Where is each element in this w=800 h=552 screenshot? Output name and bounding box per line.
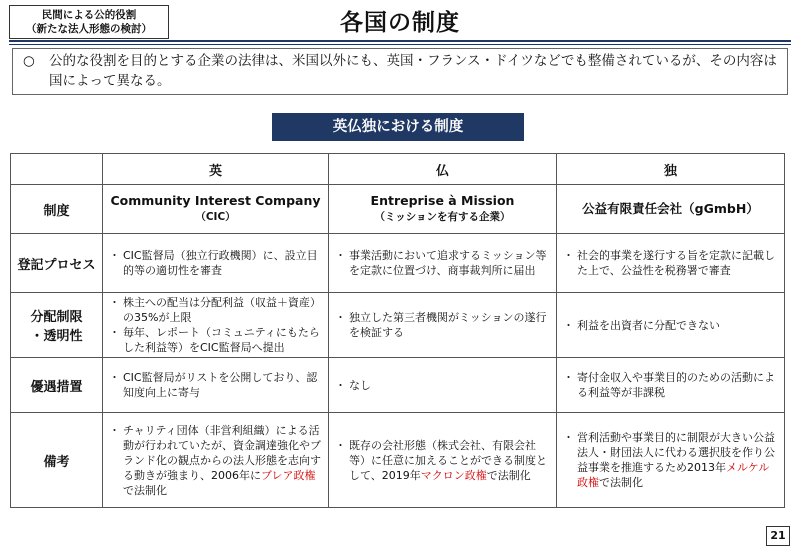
fr-system-cell	[329, 185, 557, 234]
table-row-system	[11, 185, 785, 234]
de-registration-cell	[557, 234, 785, 293]
uk-system-cell	[103, 185, 329, 234]
row-label-system: 制度	[11, 185, 103, 234]
uk-notes-text: チャリティ団体（非営利組織）による活動が行われていたが、資金調達強化やブランド化の観点からの法人形態を志向する動きが強まり、2006年に	[123, 423, 321, 482]
fr-distribution-cell	[329, 293, 557, 358]
section-tag-line1: 民間による公的役割	[41, 9, 137, 21]
row-label-distribution-2: ・透明性	[30, 329, 83, 344]
header-germany: 独	[557, 154, 785, 185]
uk-preference-item: ・ CIC監督局がリストを公開しており、認知度向上に寄与	[123, 370, 322, 400]
de-system-name: 公益有限責任会社（gGmbH）	[582, 201, 759, 216]
de-notes-tail: で法制化	[599, 476, 643, 489]
uk-notes-tail: で法制化	[123, 483, 167, 497]
de-preference-cell	[557, 358, 785, 413]
header-rule-thin	[9, 44, 791, 45]
row-label-registration: 登記プロセス	[11, 234, 103, 293]
fr-registration-item: ・ 事業活動において追求するミッション等を定款に位置づけ、商事裁判所に届出	[349, 248, 550, 278]
uk-registration-item: ・ CIC監督局（独立行政機関）に、設立目的等の適切性を審査	[123, 248, 322, 278]
fr-preference-cell	[329, 358, 557, 413]
uk-distribution-item-2: ・ 毎年、レポート（コミュニティにもたらした利益等）をCIC監督局へ提出	[123, 325, 322, 355]
fr-notes-cell	[329, 413, 557, 508]
uk-preference-cell	[103, 358, 329, 413]
fr-notes-text: 既存の会社形態（株式会社、有限会社等）に任意に加えることができる制度として、2019年	[349, 438, 547, 482]
fr-system-name: Entreprise à Mission	[370, 193, 515, 208]
uk-distribution-item-1: ・ 株主への配当は分配利益（収益＋資産）の35%が上限	[123, 295, 322, 325]
uk-system-abbr: （CIC）	[195, 211, 236, 223]
de-preference-item: ・ 寄付金収入や事業目的のための活動による利益等が非課税	[577, 370, 778, 400]
page-title: 各国の制度	[340, 10, 460, 36]
fr-system-sub: （ミッションを有する企業）	[374, 211, 511, 223]
row-label-distribution	[11, 293, 103, 358]
section-tag-line2: （新たな法人形態の検討）	[26, 23, 152, 35]
header-rule	[9, 40, 791, 42]
header-blank-cell	[11, 154, 103, 185]
summary-box	[12, 48, 788, 95]
fr-notes-tail: で法制化	[486, 468, 531, 482]
row-label-preference: 優遇措置	[11, 358, 103, 413]
table-row-registration	[11, 234, 785, 293]
de-notes-text: 営利活動や事業目的に制限が大きい公益法人・財団法人に代わる選択肢を作り公益事業を推進するため2013年	[577, 431, 775, 474]
table-row-preference	[11, 358, 785, 413]
table-row-notes	[11, 413, 785, 508]
de-distribution-cell	[557, 293, 785, 358]
uk-system-name: Community Interest Company	[110, 193, 321, 208]
row-label-notes: 備考	[11, 413, 103, 508]
summary-text: 公的な役割を目的とする企業の法律は、米国以外にも、英国・フランス・ドイツなどでも整備されているが、その内容は国によって異なる。	[49, 53, 777, 89]
uk-registration-cell	[103, 234, 329, 293]
de-registration-item: ・ 社会的事業を遂行する旨を定款に記載した上で、公益性を税務署で審査	[577, 248, 778, 278]
fr-preference-item: ・ なし	[349, 378, 550, 393]
section-tag	[9, 5, 169, 39]
fr-distribution-item: ・ 独立した第三者機関がミッションの遂行を検証する	[349, 310, 550, 340]
de-notes-item	[577, 430, 778, 490]
de-notes-cell	[557, 413, 785, 508]
section-banner: 英仏独における制度	[272, 113, 524, 141]
comparison-table	[10, 153, 785, 508]
page-number: 21	[766, 526, 790, 546]
fr-notes-item	[349, 438, 550, 483]
fr-registration-cell	[329, 234, 557, 293]
uk-distribution-cell	[103, 293, 329, 358]
header-france: 仏	[329, 154, 557, 185]
uk-notes-cell	[103, 413, 329, 508]
de-system-cell	[557, 185, 785, 234]
fr-notes-government: マクロン政権	[420, 468, 487, 482]
uk-notes-government: ブレア政権	[261, 468, 316, 482]
table-header-row	[11, 154, 785, 185]
summary-bullet: ○	[23, 53, 35, 69]
de-distribution-item: ・ 利益を出資者に分配できない	[577, 318, 778, 333]
header-uk: 英	[103, 154, 329, 185]
de-notes-government: メルケル政権	[577, 461, 770, 489]
row-label-distribution-1: 分配制限	[30, 310, 83, 325]
uk-notes-item	[123, 423, 322, 498]
table-row-distribution	[11, 293, 785, 358]
